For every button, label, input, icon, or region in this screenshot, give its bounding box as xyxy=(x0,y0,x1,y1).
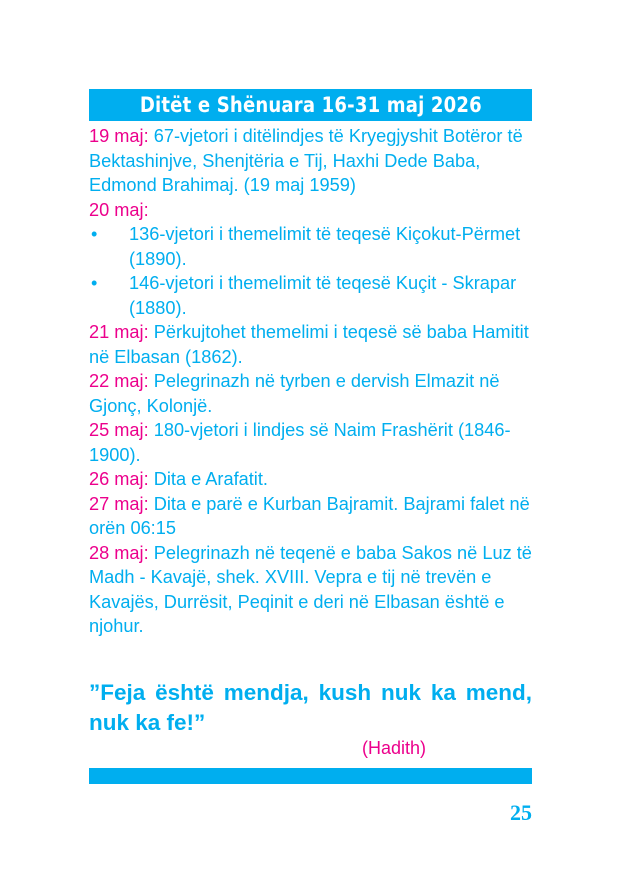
list-item xyxy=(89,222,534,271)
entry-text: 67-vjetori i ditëlindjes të Kryegjyshit Botëror të Bektashinjve, Shenjtëria e Tij, Haxhi Dede Baba, Edmond Brahimaj. (19 maj 1959) xyxy=(89,126,523,195)
header-bar xyxy=(89,89,532,121)
entry-25-maj xyxy=(89,418,534,467)
quote-attribution: (Hadith) xyxy=(362,738,427,758)
entry-22-maj xyxy=(89,369,534,418)
entry-text: Pelegrinazh në tyrben e dervish Elmazit në Gjonç, Kolonjë. xyxy=(89,371,500,416)
entry-text: Pelegrinazh në teqenë e baba Sakos në Luz të Madh - Kavajë, shek. XVIII. Vepra e tij në trevën e Kavajës, Durrësit, Peqinit e deri në Elbasan është e njohur. xyxy=(89,542,532,636)
page-number: 25 xyxy=(510,800,532,825)
entry-28-maj xyxy=(89,541,534,639)
list-item xyxy=(89,271,534,320)
entry-date: 27 maj: xyxy=(89,493,149,514)
entry-19-maj xyxy=(89,124,534,198)
entry-text: Përkujtohet themelimi i teqesë së baba Hamitit në Elbasan (1862). xyxy=(89,322,529,367)
list-item-text: 136-vjetori i themelimit të teqesë Kiçokut-Përmet (1890). xyxy=(129,224,521,269)
bullet-icon: • xyxy=(91,273,98,293)
entry-20-maj xyxy=(89,198,534,223)
quote-text: ”Feja është mendja, kush nuk ka mend, nuk ka fe!” xyxy=(89,680,532,735)
entry-date: 25 maj: xyxy=(89,420,149,440)
footer-bar xyxy=(89,768,532,784)
page-title: Ditët e Shënuara 16-31 maj 2026 xyxy=(139,93,482,117)
bullet-icon: • xyxy=(91,224,98,244)
entry-date: 21 maj: xyxy=(89,322,149,342)
entry-date: 19 maj: xyxy=(89,126,149,146)
calendar-entries xyxy=(89,124,534,639)
entry-26-maj xyxy=(89,467,534,492)
entry-text: 180-vjetori i lindjes së Naim Frashërit (1846-1900). xyxy=(89,420,511,465)
list-item-text: 146-vjetori i themelimit të teqesë Kuçit - Skrapar (1880). xyxy=(129,273,517,318)
entry-20-maj-bullets xyxy=(89,222,534,320)
entry-text: Dita e parë e Kurban Bajramit. Bajrami falet në orën 06:15 xyxy=(89,493,530,538)
entry-text: Dita e Arafatit. xyxy=(148,469,268,489)
entry-date: 22 maj: xyxy=(89,371,149,391)
entry-date: 20 maj: xyxy=(89,199,149,220)
entry-21-maj xyxy=(89,320,534,369)
entry-date: 26 maj: xyxy=(89,469,149,489)
entry-27-maj xyxy=(89,492,534,541)
entry-date: 28 maj: xyxy=(89,542,149,563)
